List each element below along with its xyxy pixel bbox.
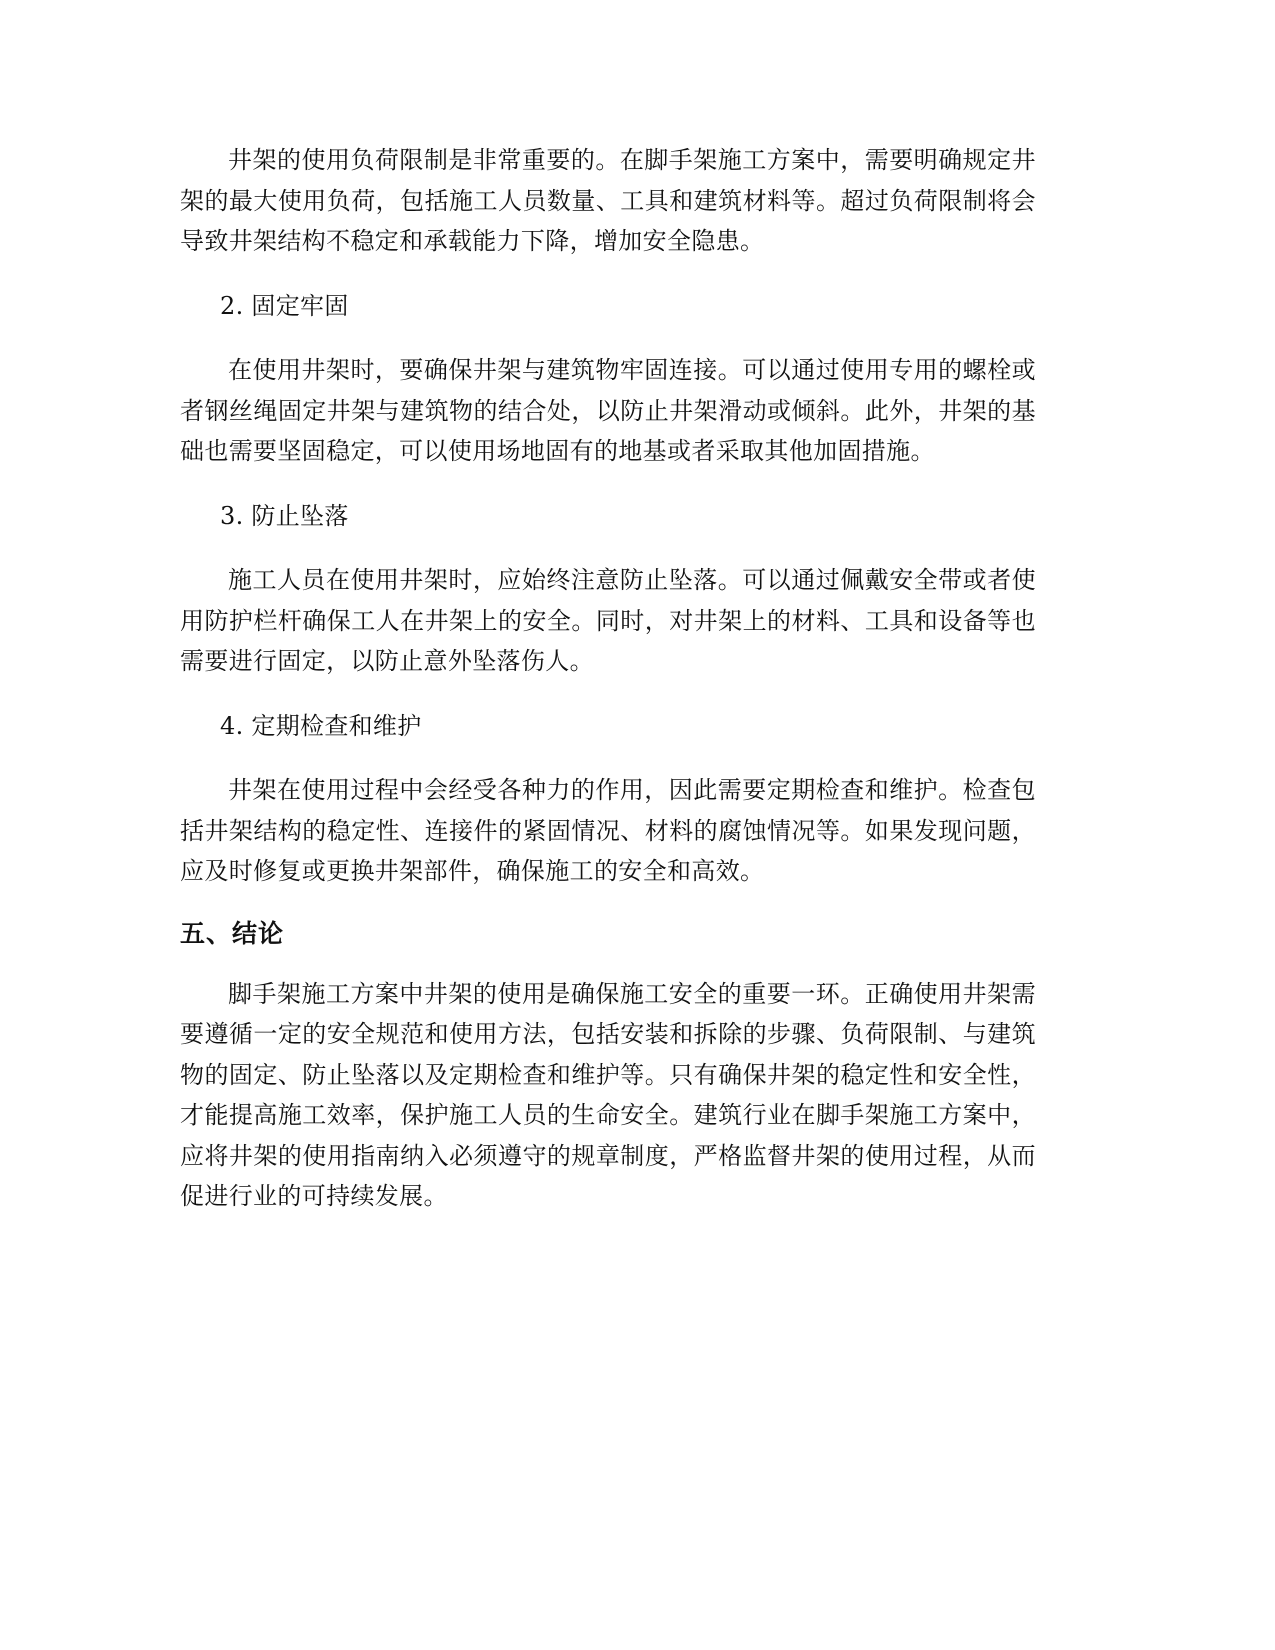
- document-page: [180, 140, 1036, 1217]
- paragraph-fixing: 在使用井架时，要确保井架与建筑物牢固连接。可以通过使用专用的螺栓或者钢丝绳固定井架与建筑物的结合处，以防止井架滑动或倾斜。此外，井架的基础也需要坚固稳定，可以使用场地固有的地基或者采取其他加固措施。: [180, 356, 1036, 465]
- paragraph-load-limit: 井架的使用负荷限制是非常重要的。在脚手架施工方案中，需要明确规定井架的最大使用负荷，包括施工人员数量、工具和建筑材料等。超过负荷限制将会导致井架结构不稳定和承载能力下降，增加安全隐患。: [180, 146, 1036, 255]
- paragraph-fall-prevention: 施工人员在使用井架时，应始终注意防止坠落。可以通过佩戴安全带或者使用防护栏杆确保工人在井架上的安全。同时，对井架上的材料、工具和设备等也需要进行固定，以防止意外坠落伤人。: [180, 566, 1036, 675]
- paragraph-inspection: 井架在使用过程中会经受各种力的作用，因此需要定期检查和维护。检查包括井架结构的稳定性、连接件的紧固情况、材料的腐蚀情况等。如果发现问题，应及时修复或更换井架部件，确保施工的安全和高效。: [180, 776, 1036, 885]
- subheading-fall-prevention: 3. 防止坠落: [220, 501, 349, 530]
- subheading-fixing: 2. 固定牢固: [220, 291, 349, 320]
- section-heading-conclusion: 五、结论: [180, 918, 285, 948]
- subheading-inspection: 4. 定期检查和维护: [220, 711, 422, 740]
- paragraph-conclusion: 脚手架施工方案中井架的使用是确保施工安全的重要一环。正确使用井架需要遵循一定的安全规范和使用方法，包括安装和拆除的步骤、负荷限制、与建筑物的固定、防止坠落以及定期检查和维护等。只有确保井架的稳定性和安全性，才能提高施工效率，保护施工人员的生命安全。建筑行业在脚手架施工方案中，应将井架的使用指南纳入必须遵守的规章制度，严格监督井架的使用过程，从而促进行业的可持续发展。: [180, 979, 1036, 1210]
